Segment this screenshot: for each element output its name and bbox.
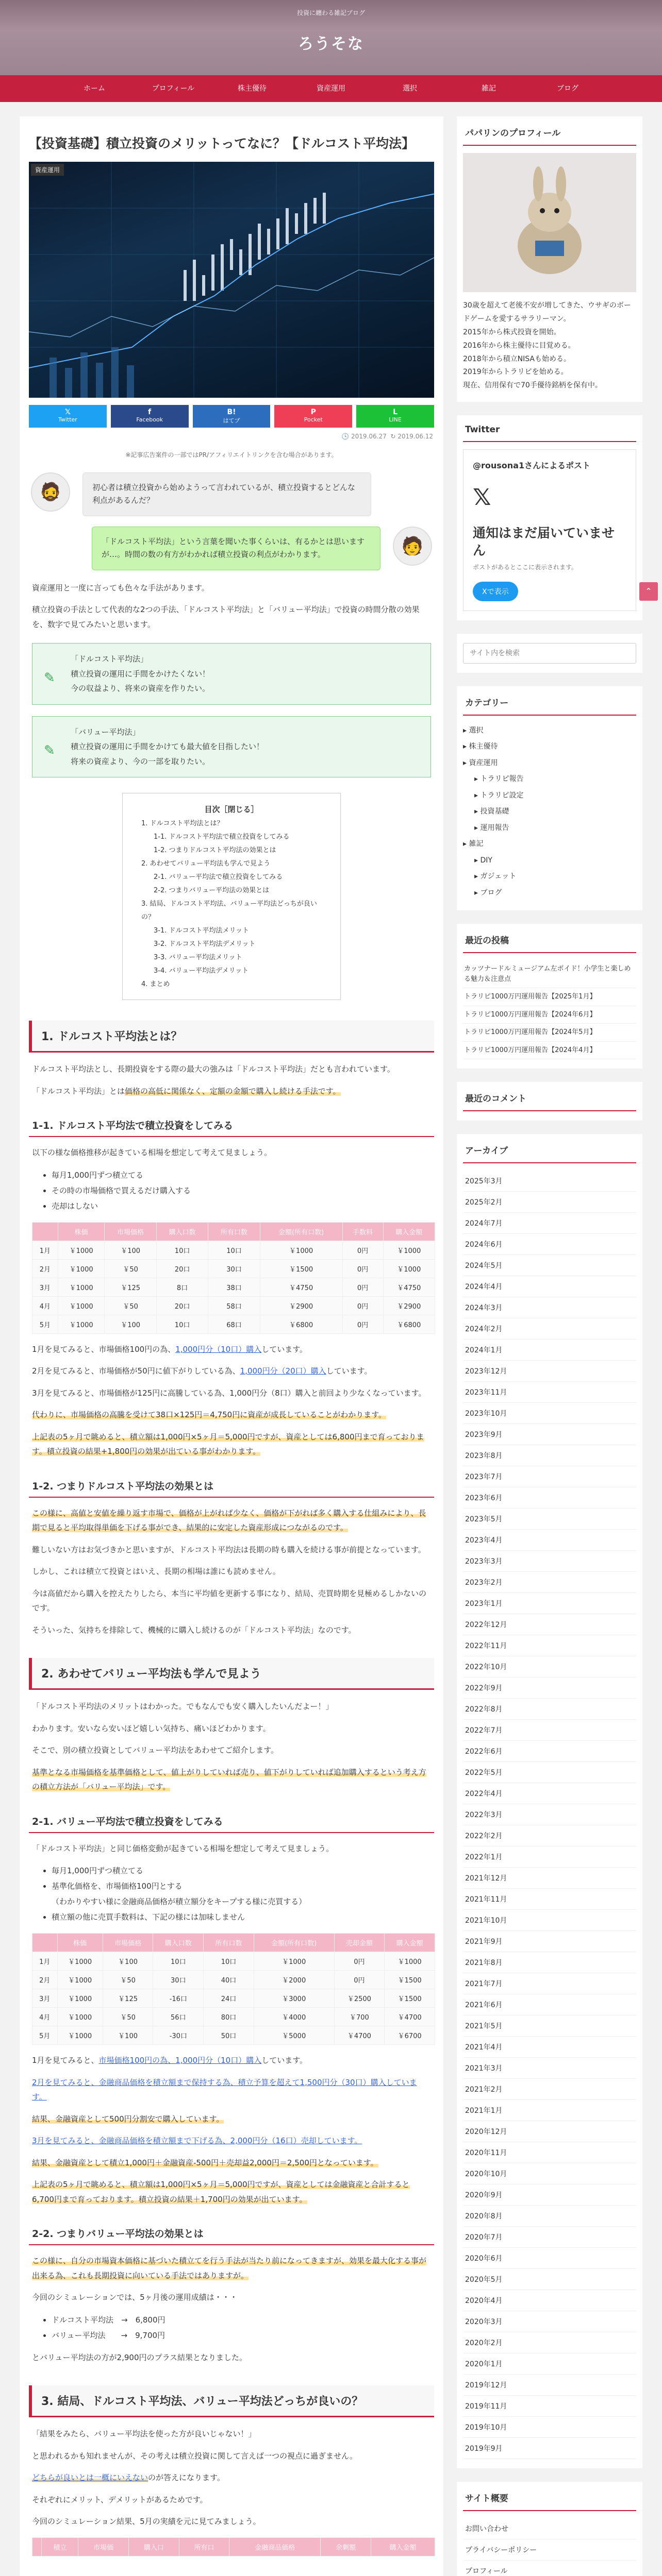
- table-header-row: 株価 市場価格 購入口数 所有口数 金額(所有口数) 手数料 購入金額: [32, 1222, 435, 1241]
- toc-item[interactable]: 2-1. バリュー平均法で積立投資をしてみる: [154, 873, 283, 881]
- view-on-x-button[interactable]: Xで表示: [473, 582, 518, 601]
- balloon-text: 初心者は積立投資から始めようって言われているが、積立投資するとどんな利点があるんだ？: [82, 472, 371, 516]
- x-logo-icon: 𝕏: [473, 484, 491, 511]
- recent-posts-list: [463, 960, 636, 1059]
- toc-item[interactable]: 2-2. つまりバリュー平均法の効果とは: [154, 887, 270, 894]
- global-nav: [0, 75, 662, 102]
- paragraph: そういった、気持ちを排除して、機械的に購入し続けるのが「ドルコスト平均法」なのです。: [32, 1625, 356, 1635]
- section-heading: 2. あわせてバリュー平均法も学んで見よう: [29, 1658, 434, 1690]
- about-link[interactable]: お問い合わせ: [463, 2518, 636, 2539]
- archive-link[interactable]: 2021年11月: [463, 1889, 636, 1910]
- nav-item-asset[interactable]: 資産運用: [317, 84, 345, 93]
- table-of-contents: [122, 793, 341, 1000]
- paragraph: そこで、別の積立投資としてバリュー平均法をあわせてご紹介します。: [32, 1745, 279, 1755]
- search-input[interactable]: [463, 643, 636, 664]
- avatar: [393, 527, 432, 566]
- share-pocket-button[interactable]: P Pocket: [274, 405, 352, 428]
- archive-list: [463, 1171, 636, 2459]
- bullet-list: [23, 1863, 440, 1925]
- toc-item[interactable]: 1. ドルコスト平均法とは？: [141, 820, 224, 827]
- paragraph: この様に、自分の市場資本価格に基づいた積立てを行う手法が当たり前になってきますが、効果を最大化する事が出来る為、これも長期投資に向いている手法ではありますが。: [32, 2256, 427, 2280]
- share-twitter-button[interactable]: 𝕏 Twitter: [29, 405, 107, 428]
- nav-item-yutai[interactable]: 株主優待: [238, 84, 267, 93]
- archive-link[interactable]: 2020年4月: [463, 2290, 636, 2311]
- subsection-heading: 2-2. つまりバリュー平均法の効果とは: [29, 2222, 434, 2245]
- person-icon: 🧑: [401, 535, 424, 556]
- archive-link[interactable]: 2024年7月: [463, 1213, 636, 1234]
- archive-link[interactable]: 2021年4月: [463, 2037, 636, 2058]
- toc-item[interactable]: 3-1. ドルコスト平均法メリット: [154, 927, 249, 935]
- twitter-empty-headline: 通知はまだ届いていません: [473, 526, 615, 558]
- article: [20, 116, 443, 2576]
- archive-link[interactable]: 2024年4月: [463, 1276, 636, 1297]
- archive-link[interactable]: 2020年12月: [463, 2121, 636, 2142]
- archive-link[interactable]: 2020年7月: [463, 2227, 636, 2248]
- toc-item[interactable]: 1-1. ドルコスト平均法で積立投資をしてみる: [154, 833, 290, 841]
- archive-link[interactable]: 2024年2月: [463, 1318, 636, 1340]
- recent-post-link[interactable]: トラリピ1000万円運用報告【2025年1月】: [463, 988, 636, 1006]
- archive-link[interactable]: 2021年5月: [463, 2015, 636, 2037]
- recent-posts-widget: [457, 924, 642, 1069]
- nav-item-profile[interactable]: プロフィール: [152, 84, 195, 93]
- list-item: • その時の市場価格で買えるだけ購入する: [52, 1183, 431, 1198]
- balloon-text: 「ドルコスト平均法」という言葉を聞いた事くらいは、有るかとは思いますが…。時間の数の有方がわかれば積立投資の利点がわかります。: [92, 527, 380, 570]
- nav-item-home[interactable]: ホーム: [84, 84, 105, 93]
- archive-link[interactable]: 2019年10月: [463, 2417, 636, 2438]
- archive-widget: [457, 1134, 642, 2468]
- archive-link[interactable]: 2022年3月: [463, 1804, 636, 1825]
- archive-link[interactable]: 2020年1月: [463, 2353, 636, 2375]
- widget-title: 最近のコメント: [463, 1091, 636, 1111]
- speech-balloon-right: [31, 527, 432, 570]
- info-box: ✎ 「バリュー平均法」 積立投資の運用に手間をかけても最大値を目指したい！ 将来の資産より、今の一部を取りたい。: [32, 716, 431, 778]
- archive-link[interactable]: 2020年3月: [463, 2311, 636, 2332]
- paragraph: それぞれにメリット、デメリットがあるためです。: [32, 2495, 208, 2504]
- archive-link[interactable]: 2023年5月: [463, 1509, 636, 1530]
- post-dates: [23, 428, 440, 440]
- archive-link[interactable]: 2024年6月: [463, 1234, 636, 1255]
- archive-link[interactable]: 2022年4月: [463, 1783, 636, 1804]
- nav-item-select[interactable]: 選択: [403, 84, 417, 93]
- paragraph: 2月を見てみると、市場価格が50円に値下がりしている為、1,000円分（20口）購入しています。: [32, 1366, 372, 1376]
- category-item[interactable]: ▸ トラリピ報告: [474, 775, 524, 784]
- archive-link[interactable]: 2023年2月: [463, 1572, 636, 1593]
- site-title[interactable]: ろうそな: [298, 35, 364, 53]
- share-hatena-button[interactable]: B! はてブ: [193, 405, 271, 428]
- hatena-icon: B!: [227, 408, 236, 416]
- archive-link[interactable]: 2022年9月: [463, 1677, 636, 1699]
- eyecatch-image: [29, 162, 434, 398]
- post-date: 2019.06.27: [351, 432, 387, 440]
- archive-link[interactable]: 2021年6月: [463, 1994, 636, 2015]
- paragraph: とバリュー平均法の方が2,900円のプラス結果となりました。: [32, 2352, 247, 2362]
- archive-link[interactable]: 2024年1月: [463, 1340, 636, 1361]
- archive-link[interactable]: 2023年6月: [463, 1487, 636, 1509]
- list-item: • 基準化価格を、市場価格100円とする: [52, 1878, 431, 1894]
- pencil-icon: ✎: [44, 670, 55, 686]
- list-item: • 売却はしない: [52, 1198, 431, 1214]
- subsection-heading: 2-1. バリュー平均法で積立投資をしてみる: [29, 1810, 434, 1833]
- about-list: [463, 2518, 636, 2576]
- profile-text: 30歳を超えて老後不安が増してきた、ウサギのボードゲームを愛するサラリーマン。 2015年から株式投資を開始。 2016年から株主優待に目覚める。 2018年から積立NISAも始める。 2019年からトラリピを始める。 現在、信用保有で70手優待銘柄を保有中。: [463, 301, 631, 390]
- archive-link[interactable]: 2021年1月: [463, 2100, 636, 2121]
- subsection-heading: 1-2. つまりドルコスト平均法の効果とは: [29, 1475, 434, 1498]
- archive-link[interactable]: 2020年8月: [463, 2206, 636, 2227]
- twitter-embed: [463, 449, 636, 611]
- category-item[interactable]: ▸ ガジェット: [474, 872, 517, 881]
- pocket-icon: P: [310, 408, 316, 416]
- share-line-button[interactable]: L LINE: [356, 405, 434, 428]
- category-item[interactable]: ▸ ブログ: [474, 888, 502, 897]
- twitter-widget: [457, 415, 642, 620]
- category-item[interactable]: ▸ 選択: [463, 726, 484, 735]
- facebook-icon: f: [148, 408, 152, 416]
- archive-link[interactable]: 2022年1月: [463, 1846, 636, 1868]
- nav-item-misc[interactable]: 雑記: [482, 84, 496, 93]
- recent-post-link[interactable]: カッツナードルミュージアム左ポイド！小学生と楽しめる魅力＆注意点: [463, 960, 636, 988]
- clock-icon: 🕓: [341, 432, 350, 440]
- line-icon: L: [393, 408, 398, 416]
- paragraph: 「結果をみたら、バリュー平均法を使った方が良いじゃない！」: [32, 2429, 256, 2438]
- archive-link[interactable]: 2022年6月: [463, 1741, 636, 1762]
- archive-link[interactable]: 2022年7月: [463, 1720, 636, 1741]
- archive-link[interactable]: 2021年2月: [463, 2079, 636, 2100]
- archive-link[interactable]: 2020年9月: [463, 2184, 636, 2206]
- ad-notice: ※記事広告案件の一部ではPR/アフィリエイトリンクを含む場合があります。: [125, 451, 338, 459]
- recent-comments-widget: [457, 1082, 642, 1121]
- list-item: • 積立額の他に売買手数料は、下記の様には加味しません: [52, 1909, 431, 1925]
- paragraph: 「ドルコスト平均法のメリットはわかった。でもなんでも安く購入したいんだよー！」: [32, 1702, 334, 1711]
- paragraph: この様に、高値と安値を繰り返す市場で、価格が上がれば少なく、価格が下がれば多く購入する仕組みにより、長期で見ると平均取得単価を下げる事ができ、結果的に安定した資産形成につながるのです。: [32, 1508, 426, 1532]
- archive-link[interactable]: 2023年9月: [463, 1424, 636, 1445]
- archive-link[interactable]: 2025年3月: [463, 1171, 636, 1192]
- paragraph: 2月を見てみると、金融商品価格を積立額まで保持する為、積立予算を超えて1,500円分（30口）購入しています。: [32, 2077, 417, 2102]
- paragraph: 今回のシミュレーションでは、5ヶ月後の運用成績は・・・: [32, 2293, 238, 2302]
- list-item: • バリュー平均法 → 9,700円: [52, 2328, 431, 2343]
- archive-link[interactable]: 2023年8月: [463, 1445, 636, 1466]
- update-date: 2019.06.12: [398, 432, 433, 440]
- about-link[interactable]: プロフィール: [463, 2561, 636, 2576]
- paragraph: 上記表の5ヶ月で眺めると、積立額は1,000円×5ヶ月＝5,000円ですが、資産としては6,800円まで育っております。積立投資の結果+1,800円の効果が出ている事がわかります。: [32, 1432, 424, 1456]
- list-item: • ドルコスト平均法 → 6,800円: [52, 2312, 431, 2328]
- toc-item[interactable]: 3-3. バリュー平均法メリット: [154, 954, 242, 961]
- paragraph: 結果、金融資産として500円分割安で購入しています。: [32, 2114, 224, 2124]
- nav-item-blog[interactable]: ブログ: [557, 84, 578, 93]
- paragraph: 代わりに、市場価格の高騰を受けて38口×125円＝4,750円に資産が成長していることがわかります。: [32, 1410, 387, 1419]
- paragraph: ドルコスト平均法とし、長期投資をする際の最大の強みは「ドルコスト平均法」だとも言われています。: [32, 1064, 395, 1074]
- archive-link[interactable]: 2023年3月: [463, 1551, 636, 1572]
- widget-title: Twitter: [463, 425, 636, 442]
- archive-link[interactable]: 2024年5月: [463, 1255, 636, 1276]
- share-facebook-button[interactable]: f Facebook: [111, 405, 189, 428]
- list-item: （わかりやすい様に金融商品価格が積立額分をキープする様に売買する）: [52, 1897, 307, 1906]
- data-table: [32, 1933, 435, 2045]
- table-row: 1月 ￥1000 ￥100 10口 10口 ￥1000 0円 ￥1000: [32, 1952, 435, 1971]
- paragraph: 3月を見てみると、金融商品価格を積立額まで下げる為、2,000円分（16口）売却しています。: [32, 2136, 362, 2145]
- site-header: [0, 0, 662, 75]
- paragraph: 「ドルコスト平均法」とは価格の高低に関係なく、定額の金額で購入し続ける手法です。: [32, 1086, 341, 1096]
- toc-item[interactable]: 3-2. ドルコスト平均法デメリット: [154, 940, 256, 948]
- sidebar: [457, 116, 642, 2576]
- category-list: [463, 723, 636, 902]
- toc-title[interactable]: 目次［閉じる］: [204, 805, 259, 814]
- widget-title: カテゴリー: [463, 696, 636, 716]
- table-row: 2月 ￥1000 ￥50 20口 30口 ￥1500 0円 ￥1000: [32, 1259, 435, 1278]
- archive-link[interactable]: 2021年9月: [463, 1931, 636, 1952]
- archive-link[interactable]: 2021年10月: [463, 1910, 636, 1931]
- archive-link[interactable]: 2020年6月: [463, 2248, 636, 2269]
- widget-title: パパリンのプロフィール: [463, 126, 636, 146]
- section-heading: 1. ドルコスト平均法とは？: [29, 1021, 434, 1053]
- table-row: 5月 ￥1000 ￥100 -30口 50口 ￥5000 ￥4700 ￥6700: [32, 2026, 435, 2045]
- archive-link[interactable]: 2022年12月: [463, 1614, 636, 1635]
- paragraph: しかし、これは積立て投資とはいえ、長期の相場は誰にも読めません。: [32, 1567, 280, 1576]
- archive-link[interactable]: 2025年2月: [463, 1192, 636, 1213]
- archive-link[interactable]: 2020年2月: [463, 2332, 636, 2353]
- paragraph: 「ドルコスト平均法」と同じ価格変動が起きている相場を想定して考えて見ましょう。: [32, 1843, 334, 1853]
- share-buttons: [29, 405, 434, 428]
- category-item[interactable]: ▸ 投資基礎: [474, 807, 509, 816]
- archive-link[interactable]: 2021年3月: [463, 2058, 636, 2079]
- archive-link[interactable]: 2019年12月: [463, 2375, 636, 2396]
- archive-link[interactable]: 2021年12月: [463, 1868, 636, 1889]
- archive-link[interactable]: 2022年5月: [463, 1762, 636, 1783]
- archive-link[interactable]: 2019年9月: [463, 2438, 636, 2459]
- site-tagline: 投資に纏わる雑記ブログ: [296, 9, 365, 16]
- widget-title: サイト概要: [463, 2491, 636, 2511]
- archive-link[interactable]: 2022年10月: [463, 1656, 636, 1677]
- category-item[interactable]: ▸ トラリピ設定: [474, 791, 524, 800]
- section-heading: 3. 結局、ドルコスト平均法、バリュー平均法どっちが良いの？: [29, 2385, 434, 2417]
- go-to-top-button[interactable]: [639, 582, 658, 601]
- category-item[interactable]: ▸ 雑記: [463, 840, 484, 849]
- table-header-row: 株価 市場価格 購入口数 所有口数 金額(所有口数) 売却金額 購入金額: [32, 1934, 435, 1952]
- refresh-icon: ↻: [390, 432, 396, 440]
- profile-widget: [457, 116, 642, 402]
- paragraph: 今は高値だから購入を控えたりしたら、本当に平均値を更新する事になり、結局、売買時期を見極めるしかないのです。: [32, 1588, 427, 1613]
- toc-item[interactable]: 3-4. バリュー平均法デメリット: [154, 967, 249, 975]
- bullet-list: [23, 2312, 440, 2343]
- paragraph: と思われるかも知れませんが、その考えは積立投資に関して言えば一つの視点に過ぎません。: [32, 2451, 357, 2461]
- table-row: 2月 ￥1000 ￥50 30口 40口 ￥2000 0円 ￥1500: [32, 1971, 435, 1989]
- twitter-empty-sub: ポストがあるとここに表示されます。: [473, 563, 578, 571]
- archive-link[interactable]: 2023年11月: [463, 1382, 636, 1403]
- profile-image: [463, 153, 636, 292]
- paragraph: 基準となる市場価格を基準価格として、値上がりしていれば売り、値下がりしていれば追加購入するという考え方の積立方法が「バリュー平均法」です。: [32, 1767, 426, 1791]
- toc-item[interactable]: 4. まとめ: [141, 980, 170, 988]
- rabbit-figure-icon: [498, 163, 601, 282]
- paragraph: 今回のシミュレーション結果、5月の実績を元に見てみましょう。: [32, 2517, 261, 2526]
- paragraph: 1月を見てみると、市場価格100円の為、1,000円分（10口）購入しています。: [32, 1344, 308, 1354]
- paragraph: 以下の様な価格推移が起きている相場を想定して考えて見ましょう。: [32, 1148, 272, 1157]
- info-box: ✎ 「ドルコスト平均法」 積立投資の運用に手間をかけたくない！ 今の収益より、将来の資産を作りたい。: [32, 643, 431, 705]
- category-widget: [457, 686, 642, 911]
- archive-link[interactable]: 2022年8月: [463, 1699, 636, 1720]
- table-header-row: 積立 市場価 購入口 所有口 金融商品価格 余剰額 購入金額: [32, 2537, 435, 2556]
- category-label[interactable]: 資産運用: [31, 164, 64, 176]
- about-link[interactable]: プライバシーポリシー: [463, 2539, 636, 2561]
- data-table: [32, 2537, 435, 2556]
- category-item[interactable]: ▸ 株主優待: [463, 742, 498, 751]
- list-item: • 毎月1,000円ずつ積立てる: [52, 1167, 431, 1183]
- archive-link[interactable]: 2022年2月: [463, 1825, 636, 1846]
- paragraph: 1月を見てみると、市場価格100円の為、1,000円分（10口）購入しています。: [32, 2056, 308, 2065]
- stock-chart-photo: [29, 162, 434, 398]
- recent-post-link[interactable]: トラリピ1000万円運用報告【2024年4月】: [463, 1042, 636, 1060]
- table-row: 3月 ￥1000 ￥125 -16口 24口 ￥3000 ￥2500 ￥1500: [32, 1989, 435, 2008]
- paragraph: どちらが良いとは一概にいえないのが答えになります。: [32, 2473, 225, 2482]
- table-row: 3月 ￥1000 ￥125 8口 38口 ￥4750 0円 ￥4750: [32, 1278, 435, 1296]
- speech-balloon-left: [31, 472, 432, 516]
- search-widget: [457, 634, 642, 673]
- paragraph: 結果、金融資産として積立1,000円＋金融資産-500円＋売却益2,000円＝2,500円となっています。: [32, 2158, 378, 2167]
- data-table: [32, 1222, 435, 1334]
- category-item[interactable]: ▸ 資産運用: [463, 758, 498, 767]
- widget-title: 最近の投稿: [463, 933, 636, 953]
- archive-link[interactable]: 2019年11月: [463, 2396, 636, 2417]
- paragraph: 上記表の5ヶ月で眺めると、積立額は1,000円×5ヶ月＝5,000円ですが、資産としては金融資産と合計すると6,700円まで育っております。積立投資の結果＋1,700円の効果が出ています。: [32, 2180, 410, 2204]
- post-title: 【投資基礎】積立投資のメリットってなに？【ドルコスト平均法】: [29, 136, 415, 151]
- archive-link[interactable]: 2021年8月: [463, 1952, 636, 1973]
- widget-title: アーカイブ: [463, 1143, 636, 1163]
- table-row: 5月 ￥1000 ￥100 10口 68口 ￥6800 0円 ￥6800: [32, 1315, 435, 1333]
- paragraph: 難しいない方はお気づきかと思いますが、ドルコスト平均法は長期の時も購入を続ける事が前提となっています。: [32, 1545, 426, 1554]
- toc-item[interactable]: 2. あわせてバリュー平均法も学んで見よう: [141, 860, 271, 868]
- person-icon: 🧔: [39, 481, 62, 502]
- archive-link[interactable]: 2020年5月: [463, 2269, 636, 2290]
- archive-link[interactable]: 2023年12月: [463, 1361, 636, 1382]
- archive-link[interactable]: 2020年11月: [463, 2142, 636, 2163]
- category-item[interactable]: ▸ DIY: [474, 856, 492, 865]
- recent-post-link[interactable]: トラリピ1000万円運用報告【2024年6月】: [463, 1006, 636, 1024]
- category-item[interactable]: ▸ 運用報告: [474, 823, 509, 832]
- recent-post-link[interactable]: トラリピ1000万円運用報告【2024年5月】: [463, 1024, 636, 1042]
- pencil-icon: ✎: [44, 743, 55, 759]
- archive-link[interactable]: 2022年11月: [463, 1635, 636, 1656]
- twitter-embed-header: @rousona1さんによるポスト: [473, 461, 591, 471]
- table-row: 1月 ￥1000 ￥100 10口 10口 ￥1000 0円 ￥1000: [32, 1241, 435, 1259]
- archive-link[interactable]: 2023年1月: [463, 1593, 636, 1614]
- avatar: [31, 472, 70, 512]
- archive-link[interactable]: 2024年3月: [463, 1297, 636, 1318]
- chevron-up-icon: ⌃: [645, 586, 652, 596]
- table-row: 4月 ￥1000 ￥50 20口 58口 ￥2900 0円 ￥2900: [32, 1296, 435, 1315]
- toc-item[interactable]: 1-2. つまりドルコスト平均法の効果とは: [154, 846, 276, 854]
- archive-link[interactable]: 2023年7月: [463, 1466, 636, 1487]
- paragraph: 資産運用と一度に言っても色々な手法があります。: [32, 583, 209, 592]
- list-item: • 毎月1,000円ずつ積立てる: [52, 1863, 431, 1878]
- toc-item[interactable]: 3. 結局、ドルコスト平均法、バリュー平均法どっちが良いの？: [141, 900, 317, 921]
- x-icon: 𝕏: [64, 408, 71, 416]
- about-widget: [457, 2482, 642, 2576]
- paragraph: わかります。安いなら安いほど嬉しい気持ち、痛いほどわかります。: [32, 1723, 271, 1733]
- archive-link[interactable]: 2023年4月: [463, 1530, 636, 1551]
- bullet-list: [23, 1167, 440, 1214]
- table-row: 4月 ￥1000 ￥50 56口 80口 ￥4000 ￥700 ￥4700: [32, 2008, 435, 2026]
- archive-link[interactable]: 2020年10月: [463, 2163, 636, 2184]
- paragraph: 積立投資の手法として代表的な2つの手法、「ドルコスト平均法」と「バリュー平均法」で投資の時間分散の効果を、数字で見てみたいと思います。: [32, 605, 420, 629]
- paragraph: 3月を見てみると、市場価格が125円に高騰している為、1,000円分（8口）購入と前回より少なくなっています。: [32, 1388, 426, 1398]
- subsection-heading: 1-1. ドルコスト平均法で積立投資をしてみる: [29, 1114, 434, 1137]
- archive-link[interactable]: 2021年7月: [463, 1973, 636, 1994]
- archive-link[interactable]: 2023年10月: [463, 1403, 636, 1424]
